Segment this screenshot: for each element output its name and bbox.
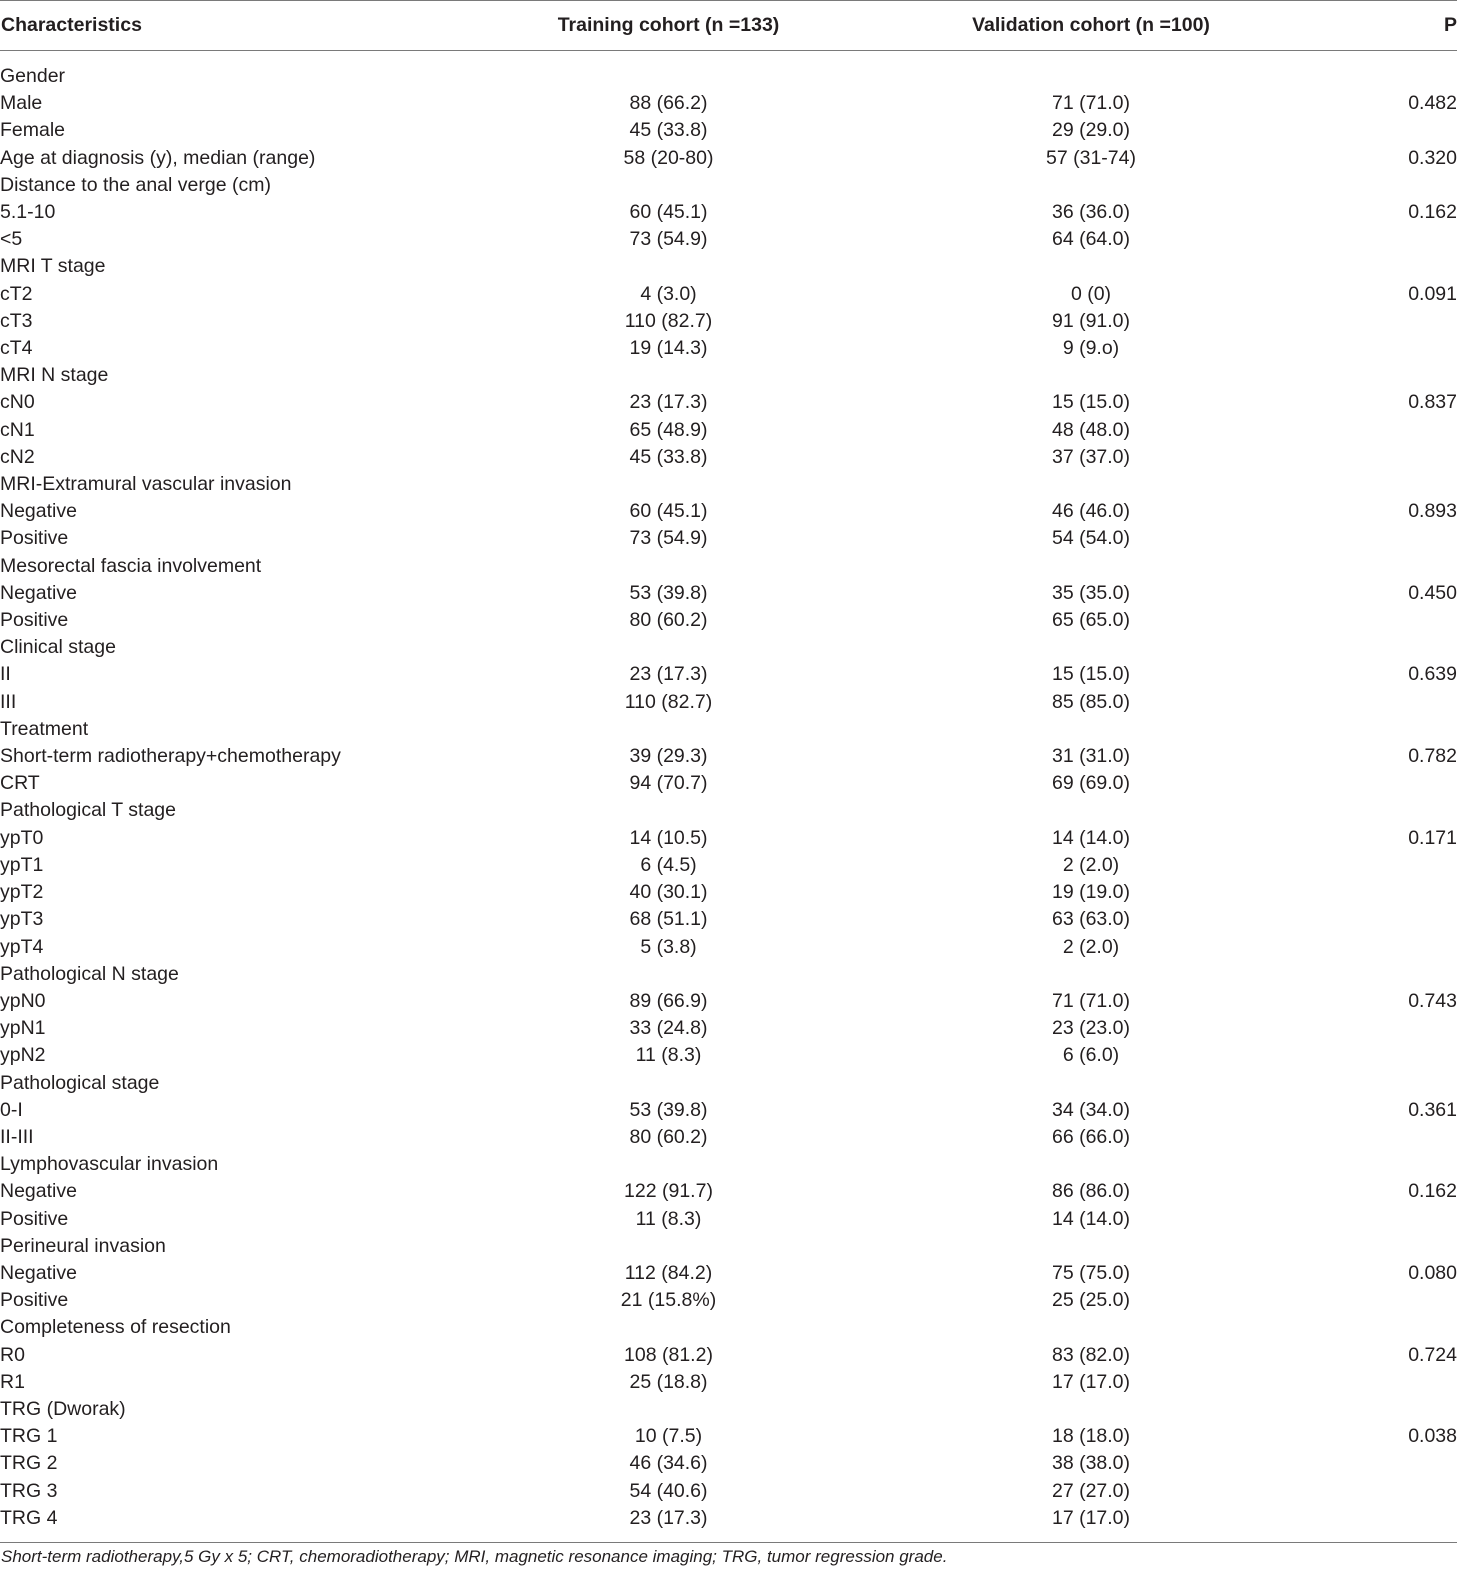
training-cohort-value: 94 (70.7): [629, 772, 708, 795]
validation-cohort-value: 6 (6.0): [1062, 1044, 1120, 1067]
table-group-row: [0, 362, 1457, 389]
row-label: Negative: [0, 581, 77, 604]
p-value: [1366, 172, 1457, 199]
table-row: [0, 1450, 1457, 1477]
training-cohort-value: [521, 1233, 816, 1260]
table-row: [0, 1423, 1457, 1450]
validation-cohort-value: 75 (75.0): [1051, 1261, 1131, 1284]
p-value: [1366, 525, 1457, 552]
training-cohort-value: 25 (18.8): [629, 1370, 708, 1393]
p-value: [1366, 879, 1457, 906]
p-value: [1366, 117, 1457, 144]
p-value: [1366, 471, 1457, 498]
training-cohort-value: [521, 1151, 816, 1178]
row-label: 0-I: [0, 1098, 23, 1121]
row-label: ypN1: [0, 1017, 46, 1040]
table-row: [0, 1342, 1457, 1369]
row-label: Male: [0, 92, 43, 115]
group-label: MRI N stage: [0, 364, 109, 387]
training-cohort-value: 60 (45.1): [629, 201, 708, 224]
row-label: Positive: [0, 1207, 69, 1230]
training-cohort-value: 53 (39.8): [629, 581, 708, 604]
training-cohort-value: 80 (60.2): [629, 1125, 708, 1148]
table-row: [0, 90, 1457, 117]
training-cohort-value: 19 (14.3): [629, 337, 708, 360]
p-value: [1366, 934, 1457, 961]
p-value: [1366, 1233, 1457, 1260]
training-cohort-value: 39 (29.3): [629, 745, 708, 768]
table-row: [0, 988, 1457, 1015]
p-value: [1366, 253, 1457, 280]
training-cohort-value: [521, 553, 816, 580]
p-value: [1366, 770, 1457, 797]
table-row: [0, 1505, 1457, 1543]
validation-cohort-value: 2 (2.0): [1062, 935, 1120, 958]
validation-cohort-value: 2 (2.0): [1062, 853, 1120, 876]
training-cohort-value: 11 (8.3): [635, 1044, 702, 1067]
row-label: Negative: [0, 500, 77, 523]
p-value: [1366, 553, 1457, 580]
training-cohort-value: 73 (54.9): [629, 228, 708, 251]
training-cohort-value: 88 (66.2): [629, 92, 708, 115]
header-p-value: P: [1366, 1, 1457, 51]
row-label: Positive: [0, 609, 69, 632]
table-row: [0, 335, 1457, 362]
validation-cohort-value: [816, 172, 1366, 199]
group-label: Age at diagnosis (y), median (range): [0, 146, 316, 169]
p-value: 0.320: [1408, 146, 1457, 169]
validation-cohort-value: 91 (91.0): [1051, 309, 1131, 332]
training-cohort-value: 21 (15.8%): [620, 1289, 717, 1312]
training-cohort-value: 46 (34.6): [629, 1452, 708, 1475]
row-label: ypT2: [0, 881, 44, 904]
validation-cohort-value: [816, 634, 1366, 661]
table-row: [0, 1260, 1457, 1287]
p-value: [1366, 51, 1457, 91]
table-group-row: [0, 634, 1457, 661]
group-label: MRI-Extramural vascular invasion: [0, 473, 292, 496]
row-label: Short-term radiotherapy+chemotherapy: [0, 745, 341, 768]
table-row: [0, 444, 1457, 471]
row-label: cN1: [0, 418, 35, 441]
validation-cohort-value: 14 (14.0): [1051, 826, 1131, 849]
p-value: [1366, 1505, 1457, 1543]
validation-cohort-value: 17 (17.0): [816, 1505, 1366, 1543]
group-label: TRG (Dworak): [0, 1397, 126, 1420]
p-value: [1366, 226, 1457, 253]
validation-cohort-value: [816, 797, 1366, 824]
validation-cohort-value: 27 (27.0): [1051, 1479, 1131, 1502]
training-cohort-value: 45 (33.8): [629, 119, 708, 142]
row-label: Negative: [0, 1261, 77, 1284]
row-label: III: [0, 690, 17, 713]
training-cohort-value: [521, 362, 816, 389]
table-row: [0, 852, 1457, 879]
row-label: Negative: [0, 1180, 77, 1203]
p-value: [1366, 417, 1457, 444]
row-label: R1: [0, 1370, 25, 1393]
training-cohort-value: 4 (3.0): [640, 282, 697, 305]
table-row: [0, 117, 1457, 144]
row-label: TRG 1: [0, 1425, 58, 1448]
p-value: [1366, 1042, 1457, 1069]
table-row: [0, 934, 1457, 961]
p-value: [1366, 1015, 1457, 1042]
row-label: ypT0: [0, 826, 44, 849]
training-cohort-value: 23 (17.3): [629, 663, 708, 686]
training-cohort-value: [521, 253, 816, 280]
validation-cohort-value: 34 (34.0): [1051, 1098, 1131, 1121]
validation-cohort-value: 23 (23.0): [1051, 1017, 1131, 1040]
table-group-row: [0, 51, 1457, 91]
row-label: ypT4: [0, 935, 44, 958]
table-row: [0, 389, 1457, 416]
training-cohort-value: 65 (48.9): [629, 418, 708, 441]
table-group-row: [0, 961, 1457, 988]
p-value: [1366, 906, 1457, 933]
table-row: [0, 1178, 1457, 1205]
p-value: 0.639: [1408, 663, 1457, 686]
table-row: [0, 661, 1457, 688]
table-group-row: [0, 797, 1457, 824]
validation-cohort-value: 66 (66.0): [1051, 1125, 1131, 1148]
validation-cohort-value: [816, 1396, 1366, 1423]
p-value: 0.171: [1408, 826, 1457, 849]
validation-cohort-value: [816, 471, 1366, 498]
p-value: 0.361: [1408, 1098, 1457, 1121]
validation-cohort-value: 86 (86.0): [1051, 1180, 1131, 1203]
header-validation-cohort: Validation cohort (n =100): [816, 1, 1366, 51]
p-value: 0.091: [1408, 282, 1457, 305]
table-row: [0, 1206, 1457, 1233]
table-footnote: Short-term radiotherapy,5 Gy x 5; CRT, chemoradiotherapy; MRI, magnetic resonance imaging; TRG, tumor regression grade.: [1, 1547, 948, 1566]
row-label: II-III: [0, 1125, 34, 1148]
validation-cohort-value: 0 (0): [1070, 282, 1112, 305]
group-label: Pathological stage: [0, 1071, 160, 1094]
validation-cohort-value: [816, 1151, 1366, 1178]
validation-cohort-value: [816, 1314, 1366, 1341]
training-cohort-value: [521, 51, 816, 91]
validation-cohort-value: [816, 253, 1366, 280]
training-cohort-value: [521, 1070, 816, 1097]
row-label: <5: [0, 228, 23, 251]
training-cohort-value: [521, 634, 816, 661]
training-cohort-value: 23 (17.3): [629, 391, 708, 414]
training-cohort-value: 10 (7.5): [634, 1425, 703, 1448]
training-cohort-value: [521, 797, 816, 824]
p-value: 0.743: [1408, 989, 1457, 1012]
validation-cohort-value: 65 (65.0): [1051, 609, 1131, 632]
training-cohort-value: 80 (60.2): [629, 609, 708, 632]
training-cohort-value: 108 (81.2): [624, 1343, 713, 1366]
group-label: Mesorectal fascia involvement: [0, 554, 262, 577]
row-label: Female: [0, 119, 66, 142]
p-value: [1366, 308, 1457, 335]
p-value: [1366, 362, 1457, 389]
table-row: [0, 1369, 1457, 1396]
p-value: [1366, 797, 1457, 824]
training-cohort-value: 6 (4.5): [640, 853, 697, 876]
p-value: [1366, 335, 1457, 362]
row-label: 5.1-10: [0, 201, 56, 224]
p-value: [1366, 716, 1457, 743]
training-cohort-value: 58 (20-80): [623, 146, 714, 169]
validation-cohort-value: [816, 1233, 1366, 1260]
header-row: [0, 1, 1457, 51]
group-label: Completeness of resection: [0, 1316, 231, 1339]
p-value: [1366, 1478, 1457, 1505]
training-cohort-value: 5 (3.8): [640, 935, 697, 958]
group-label: Clinical stage: [0, 636, 116, 659]
p-value: 0.724: [1408, 1343, 1457, 1366]
group-label: Distance to the anal verge (cm): [0, 173, 271, 196]
training-cohort-value: [521, 1314, 816, 1341]
row-label: Positive: [0, 527, 69, 550]
p-value: [1366, 1314, 1457, 1341]
group-label: Perineural invasion: [0, 1234, 166, 1257]
p-value: [1366, 1070, 1457, 1097]
validation-cohort-value: 64 (64.0): [1051, 228, 1131, 251]
validation-cohort-value: [816, 716, 1366, 743]
validation-cohort-value: 14 (14.0): [1051, 1207, 1131, 1230]
training-cohort-value: [521, 172, 816, 199]
row-label: ypT3: [0, 908, 44, 931]
p-value: [1366, 852, 1457, 879]
p-value: 0.482: [1408, 92, 1457, 115]
p-value: [1366, 1206, 1457, 1233]
row-label: ypN0: [0, 989, 46, 1012]
table-header: [0, 1, 1457, 51]
p-value: 0.450: [1408, 581, 1457, 604]
p-value: [1366, 1124, 1457, 1151]
table-row: [0, 226, 1457, 253]
table-row: [0, 825, 1457, 852]
table-group-row: [0, 1151, 1457, 1178]
validation-cohort-value: [816, 553, 1366, 580]
table-row: [0, 906, 1457, 933]
p-value: [1366, 1287, 1457, 1314]
table-group-row: [0, 1314, 1457, 1341]
validation-cohort-value: 37 (37.0): [1051, 445, 1131, 468]
p-value: 0.782: [1408, 745, 1457, 768]
table-row: [0, 417, 1457, 444]
validation-cohort-value: 29 (29.0): [1051, 119, 1131, 142]
header-training-cohort: Training cohort (n =133): [521, 1, 816, 51]
p-value: [1366, 1396, 1457, 1423]
table-row: [0, 1015, 1457, 1042]
validation-cohort-value: 71 (71.0): [1051, 92, 1131, 115]
validation-cohort-value: [816, 51, 1366, 91]
table-row: [0, 743, 1457, 770]
validation-cohort-value: 48 (48.0): [1051, 418, 1131, 441]
validation-cohort-value: 18 (18.0): [1051, 1425, 1131, 1448]
table-group-row: [0, 471, 1457, 498]
row-label: cT3: [0, 309, 33, 332]
table-row: [0, 498, 1457, 525]
row-label: CRT: [0, 772, 40, 795]
validation-cohort-value: 85 (85.0): [1051, 690, 1131, 713]
group-label: MRI T stage: [0, 255, 106, 278]
training-cohort-value: 110 (82.7): [624, 309, 713, 332]
p-value: 0.837: [1408, 391, 1457, 414]
validation-cohort-value: 69 (69.0): [1051, 772, 1131, 795]
group-label: Treatment: [0, 717, 89, 740]
table-row: [0, 1042, 1457, 1069]
validation-cohort-value: 83 (82.0): [1051, 1343, 1131, 1366]
p-value: [1366, 689, 1457, 716]
p-value: 0.080: [1408, 1261, 1457, 1284]
p-value: 0.162: [1408, 1180, 1457, 1203]
training-cohort-value: 14 (10.5): [629, 826, 708, 849]
validation-cohort-value: 71 (71.0): [1051, 989, 1131, 1012]
row-label: cT4: [0, 337, 33, 360]
training-cohort-value: 112 (84.2): [624, 1261, 713, 1284]
training-cohort-value: [521, 961, 816, 988]
row-label: cT2: [0, 282, 33, 305]
p-value: [1366, 1151, 1457, 1178]
p-value: [1366, 1369, 1457, 1396]
validation-cohort-value: [816, 362, 1366, 389]
validation-cohort-value: 38 (38.0): [1051, 1452, 1131, 1475]
table-row: [0, 1478, 1457, 1505]
row-label: TRG 2: [0, 1452, 58, 1475]
validation-cohort-value: [816, 1070, 1366, 1097]
validation-cohort-value: 63 (63.0): [1051, 908, 1131, 931]
training-cohort-value: 122 (91.7): [624, 1180, 713, 1203]
training-cohort-value: [521, 471, 816, 498]
p-value: [1366, 961, 1457, 988]
row-label: TRG 4: [0, 1505, 521, 1543]
table-row: [0, 1097, 1457, 1124]
row-label: cN0: [0, 391, 35, 414]
validation-cohort-value: [816, 961, 1366, 988]
training-cohort-value: 33 (24.8): [629, 1017, 708, 1040]
p-value: [1366, 1450, 1457, 1477]
table-group-row: [0, 1233, 1457, 1260]
p-value: [1366, 634, 1457, 661]
row-label: ypT1: [0, 853, 44, 876]
table-row: [0, 879, 1457, 906]
table-row: [0, 199, 1457, 226]
training-cohort-value: 53 (39.8): [629, 1098, 708, 1121]
p-value: [1366, 444, 1457, 471]
validation-cohort-value: 57 (31-74): [1046, 146, 1136, 169]
training-cohort-value: 45 (33.8): [629, 445, 708, 468]
row-label: ypN2: [0, 1044, 46, 1067]
group-label: Gender: [0, 65, 66, 87]
training-cohort-value: 68 (51.1): [629, 908, 708, 931]
table-row: [0, 689, 1457, 716]
training-cohort-value: 54 (40.6): [629, 1479, 708, 1502]
row-label: TRG 3: [0, 1479, 58, 1502]
table-row: [0, 1124, 1457, 1151]
validation-cohort-value: 35 (35.0): [1051, 581, 1131, 604]
row-label: R0: [0, 1343, 25, 1366]
validation-cohort-value: 46 (46.0): [1051, 500, 1131, 523]
training-cohort-value: 110 (82.7): [624, 690, 713, 713]
table-row: [0, 281, 1457, 308]
row-label: Positive: [0, 1289, 69, 1312]
table-row: [0, 1287, 1457, 1314]
training-cohort-value: 73 (54.9): [629, 527, 708, 550]
table-row: [0, 607, 1457, 634]
training-cohort-value: [521, 1396, 816, 1423]
training-cohort-value: [521, 716, 816, 743]
validation-cohort-value: 17 (17.0): [1051, 1370, 1131, 1393]
row-label: cN2: [0, 445, 35, 468]
training-cohort-value: 40 (30.1): [629, 881, 708, 904]
header-characteristics: Characteristics: [0, 1, 521, 51]
training-cohort-value: 11 (8.3): [635, 1207, 702, 1230]
table-group-row: [0, 253, 1457, 280]
validation-cohort-value: 15 (15.0): [1051, 391, 1131, 414]
validation-cohort-value: 19 (19.0): [1051, 881, 1131, 904]
table-row: [0, 525, 1457, 552]
p-value: 0.038: [1408, 1425, 1457, 1448]
table-body: [0, 51, 1457, 1543]
training-cohort-value: 60 (45.1): [629, 500, 708, 523]
validation-cohort-value: 36 (36.0): [1051, 201, 1131, 224]
p-value: 0.162: [1408, 201, 1457, 224]
table-group-row: [0, 553, 1457, 580]
row-label: II: [0, 663, 11, 686]
table-group-row: [0, 172, 1457, 199]
group-label: Pathological N stage: [0, 962, 179, 985]
table-group-row: [0, 1070, 1457, 1097]
validation-cohort-value: 31 (31.0): [1051, 745, 1131, 768]
p-value: [1366, 607, 1457, 634]
table-row: [0, 770, 1457, 797]
table-row: [0, 308, 1457, 335]
validation-cohort-value: 25 (25.0): [1051, 1289, 1131, 1312]
table-group-row: [0, 1396, 1457, 1423]
group-label: Pathological T stage: [0, 799, 176, 822]
group-label: Lymphovascular invasion: [0, 1153, 219, 1176]
table-row: [0, 580, 1457, 607]
training-cohort-value: 89 (66.9): [629, 989, 708, 1012]
validation-cohort-value: 15 (15.0): [1051, 663, 1131, 686]
validation-cohort-value: 9 (9.o): [1062, 337, 1120, 360]
table-group-row: [0, 716, 1457, 743]
table-group-row: [0, 145, 1457, 172]
validation-cohort-value: 54 (54.0): [1051, 527, 1131, 550]
p-value: 0.893: [1408, 500, 1457, 523]
training-cohort-value: 23 (17.3): [521, 1505, 816, 1543]
